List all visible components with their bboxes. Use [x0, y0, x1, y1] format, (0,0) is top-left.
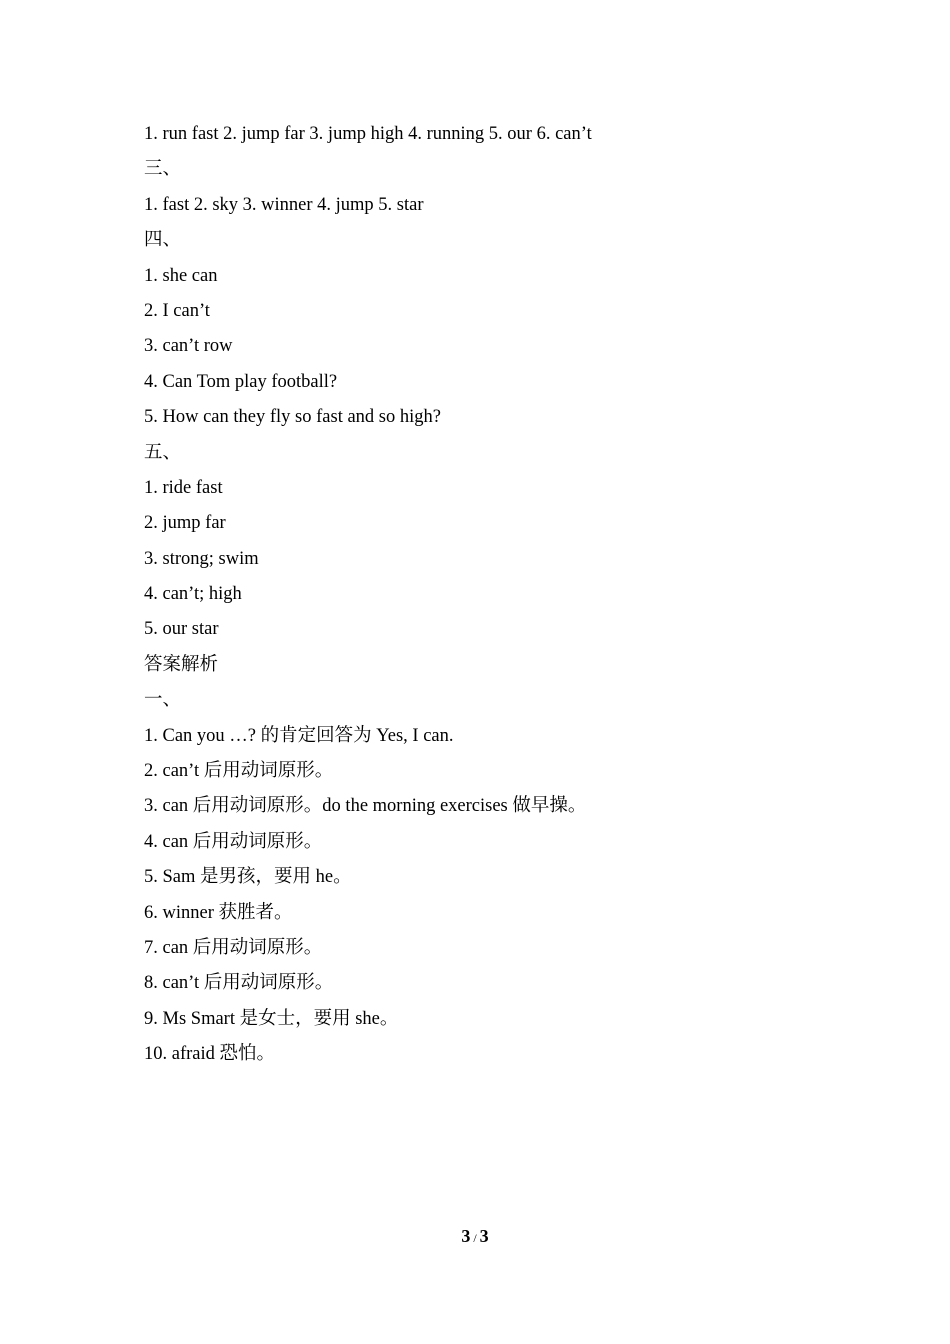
page-number-separator: / [473, 1231, 477, 1245]
text-line: 1. ride fast [144, 477, 223, 498]
text-line: 1. fast 2. sky 3. winner 4. jump 5. star [144, 194, 424, 215]
text-line: 2. can’t 后用动词原形。 [144, 761, 334, 782]
page-number [0, 1222, 950, 1252]
text-line: 1. Can you …? 的肯定回答为 Yes, I can. [144, 725, 454, 746]
answer-lines [144, 117, 844, 1073]
section-heading: 一、 [144, 690, 182, 711]
text-line: 8. can’t 后用动词原形。 [144, 973, 334, 994]
text-line: 4. can’t; high [144, 584, 242, 605]
section-heading: 答案解析 [144, 654, 219, 675]
text-line: 6. winner 获胜者。 [144, 902, 293, 923]
section-heading: 四、 [144, 230, 182, 251]
text-line: 3. strong; swim [144, 548, 259, 569]
text-line: 4. can 后用动词原形。 [144, 831, 323, 852]
text-line: 10. afraid 恐怕。 [144, 1044, 276, 1065]
section-heading: 五、 [144, 442, 182, 463]
text-line: 7. can 后用动词原形。 [144, 937, 323, 958]
text-line: 2. jump far [144, 513, 226, 534]
section-heading: 三、 [144, 159, 182, 180]
current-page-number: 3 [461, 1226, 471, 1246]
text-line: 2. I can’t [144, 300, 210, 321]
text-line: 5. Sam 是男孩，要用 he。 [144, 867, 352, 888]
text-line: 5. our star [144, 619, 219, 640]
text-line: 3. can’t row [144, 336, 233, 357]
text-line: 1. she can [144, 265, 218, 286]
text-line: 9. Ms Smart 是女士，要用 she。 [144, 1008, 399, 1029]
text-line: 5. How can they fly so fast and so high? [144, 407, 441, 428]
total-pages-number: 3 [479, 1226, 489, 1246]
text-line: 1. run fast 2. jump far 3. jump high 4. running 5. our 6. can’t [144, 124, 592, 144]
text-line: 4. Can Tom play football? [144, 371, 338, 392]
text-line: 3. can 后用动词原形。do the morning exercises 做早操。 [144, 796, 587, 817]
